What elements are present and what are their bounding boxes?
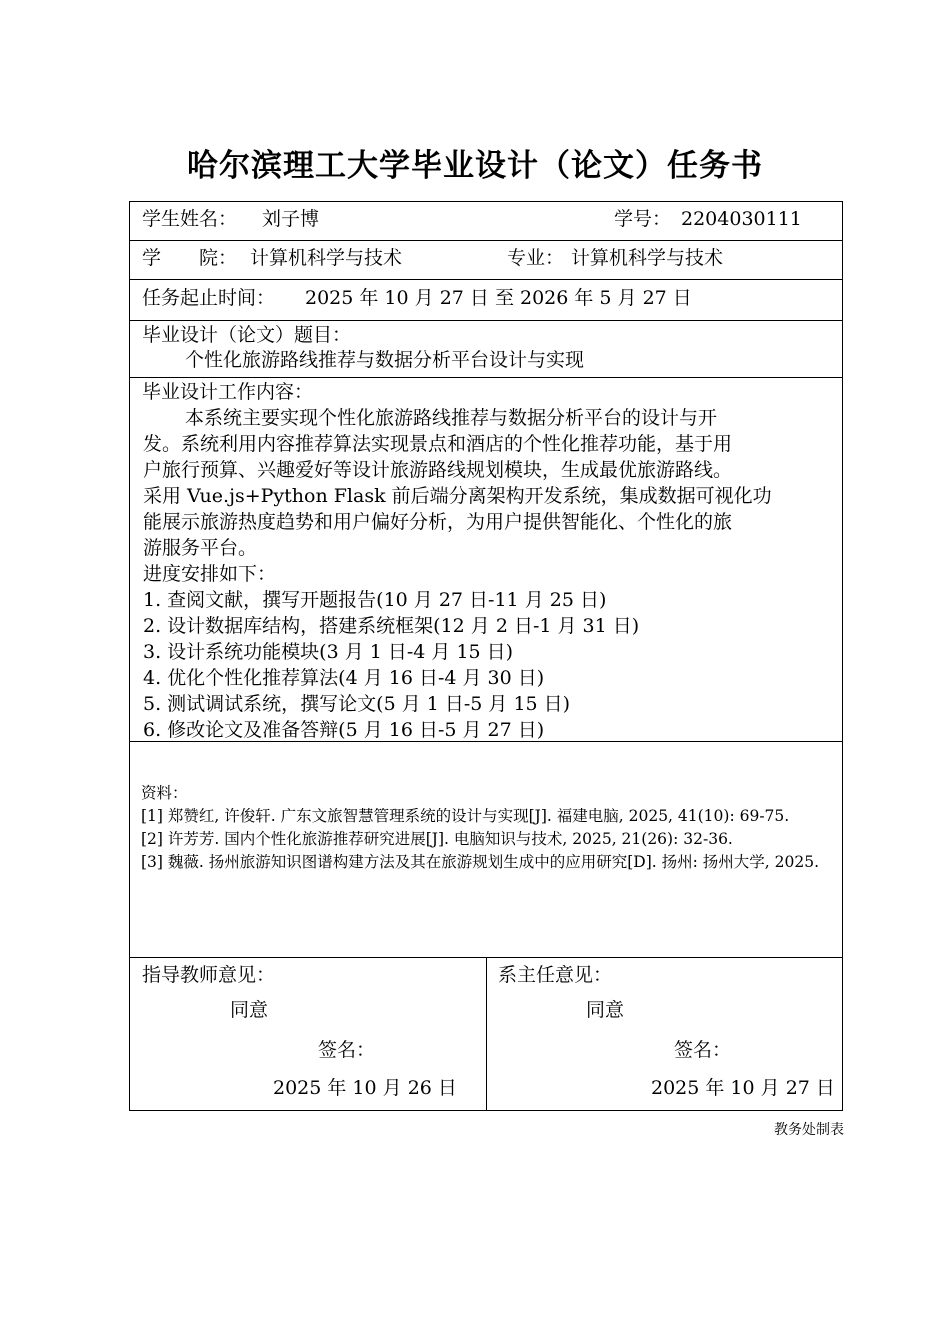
director-opinion: 同意 — [586, 999, 625, 1021]
content-line: 发。系统利用内容推荐算法实现景点和酒店的个性化推荐功能，基于用 — [143, 433, 733, 455]
college-value: 计算机科学与技术 — [250, 247, 403, 269]
content-line: 游服务平台。 — [143, 537, 258, 559]
period-row — [130, 280, 842, 321]
reference-item: [2] 许芳芳. 国内个性化旅游推荐研究进展[J]. 电脑知识与技术, 2025, 21(26): 32-36. — [141, 830, 733, 848]
major-value: 计算机科学与技术 — [571, 247, 724, 269]
schedule-item: 1. 查阅文献，撰写开题报告(10 月 27 日-11 月 25 日) — [143, 589, 607, 611]
advisor-sign-label: 签名： — [318, 1039, 376, 1061]
references-list — [141, 782, 835, 874]
footer-note: 教务处制表 — [774, 1122, 844, 1138]
page-title: 哈尔滨理工大学毕业设计（论文）任务书 — [187, 148, 763, 184]
college-row — [130, 241, 842, 280]
references-label: 资料： — [141, 784, 188, 802]
advisor-date: 2025 年 10 月 26 日 — [273, 1077, 457, 1099]
period-value: 2025 年 10 月 27 日 至 2026 年 5 月 27 日 — [305, 287, 692, 309]
topic-label: 毕业设计（论文）题目： — [142, 324, 352, 346]
content-line: 采用 Vue.js+Python Flask 前后端分离架构开发系统，集成数据可视化功 — [143, 485, 772, 507]
reference-item: [3] 魏薇. 扬州旅游知识图谱构建方法及其在旅游规划生成中的应用研究[D]. 扬州: 扬州大学, 2025. — [141, 853, 819, 871]
college-label: 学 院： — [142, 247, 238, 269]
student-id: 2204030111 — [681, 208, 802, 230]
content-label: 毕业设计工作内容： — [142, 381, 314, 403]
content-line: 本系统主要实现个性化旅游路线推荐与数据分析平台的设计与开 — [185, 407, 718, 429]
topic-row — [130, 321, 842, 378]
schedule-item: 3. 设计系统功能模块(3 月 1 日-4 月 15 日) — [143, 641, 514, 663]
director-date: 2025 年 10 月 27 日 — [651, 1077, 835, 1099]
reference-item: [1] 郑赞红, 许俊轩. 广东文旅智慧管理系统的设计与实现[J]. 福建电脑, 2025, 41(10): 69-75. — [141, 807, 790, 825]
task-form-table — [129, 201, 843, 1111]
student-name-label: 学生姓名： — [142, 208, 238, 230]
content-paragraph — [143, 405, 833, 561]
content-line: 能展示旅游热度趋势和用户偏好分析，为用户提供智能化、个性化的旅 — [143, 511, 733, 533]
schedule-item: 5. 测试调试系统，撰写论文(5 月 1 日-5 月 15 日) — [143, 693, 571, 715]
schedule-item: 6. 修改论文及准备答辩(5 月 16 日-5 月 27 日) — [143, 719, 545, 741]
period-label: 任务起止时间： — [142, 287, 276, 309]
schedule-item: 4. 优化个性化推荐算法(4 月 16 日-4 月 30 日) — [143, 667, 545, 689]
content-line: 户旅行预算、兴趣爱好等设计旅游路线规划模块，生成最优旅游路线。 — [143, 459, 733, 481]
advisor-opinion: 同意 — [230, 999, 269, 1021]
director-sign-label: 签名： — [674, 1039, 732, 1061]
opinion-divider — [486, 958, 487, 1111]
schedule-label: 进度安排如下： — [143, 563, 277, 585]
topic-value: 个性化旅游路线推荐与数据分析平台设计与实现 — [185, 349, 585, 371]
student-row — [130, 202, 842, 241]
major-label: 专业： — [507, 247, 565, 269]
advisor-label: 指导教师意见： — [142, 964, 276, 986]
schedule-item: 2. 设计数据库结构，搭建系统框架(12 月 2 日-1 月 31 日) — [143, 615, 640, 637]
student-name: 刘子博 — [262, 208, 320, 230]
director-label: 系主任意见： — [498, 964, 613, 986]
student-id-label: 学号： — [614, 208, 672, 230]
